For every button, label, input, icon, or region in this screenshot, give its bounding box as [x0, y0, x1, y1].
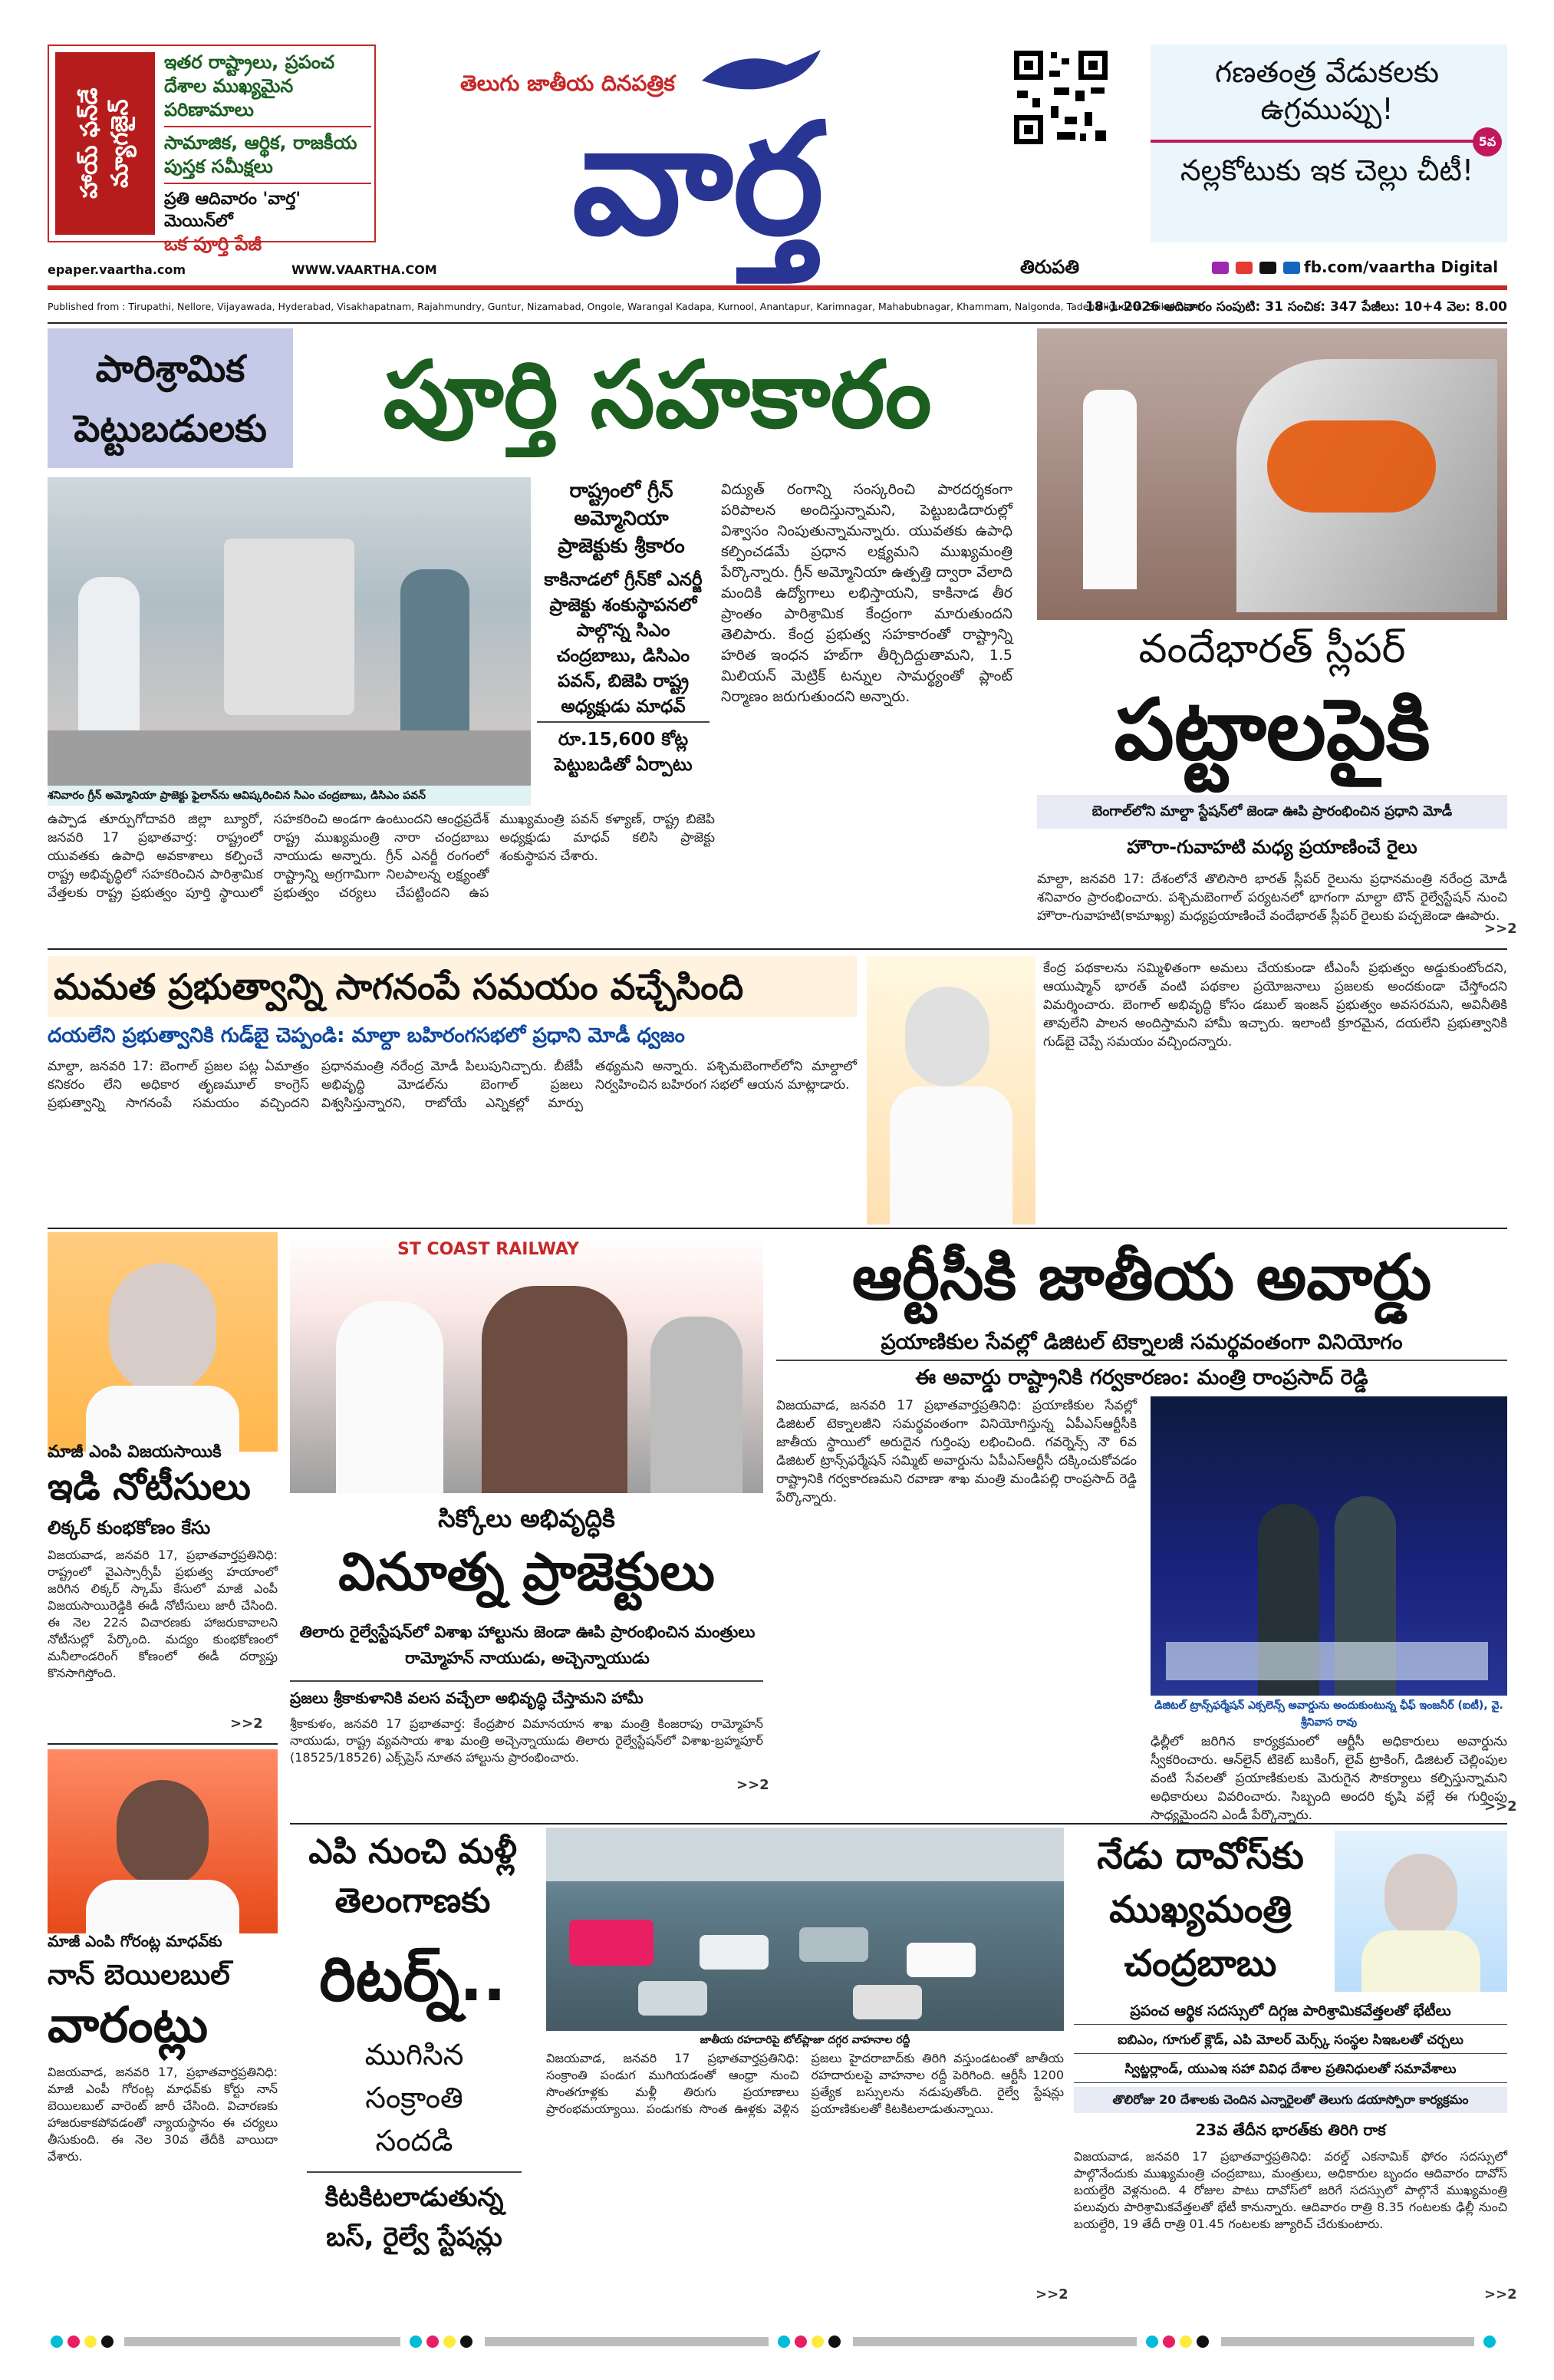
- lead-body-right: విద్యుత్ రంగాన్ని సంస్కరించి పారదర్శకంగా పరిపాలన అందిస్తున్నామని, పెట్టుబడిదారుల్లో విశ్వాసం నింపుతున్నామన్నారు. యువతకు ఉపాధి కల్పించడమే ప్రధాన లక్ష్యమని ముఖ్యమంత్రి పేర్కొన్నారు. గ్రీన్ అమ్మోనియా ఉత్పత్తి ద్వారా వేలాది మందికి ఉద్యోగాలు లభిస్తాయని, కాకినాడ తీర ప్రాంతం పారిశ్రామిక కేంద్రంగా మారుతుందని తెలిపారు. కేంద్ర ప్రభుత్వ సహకారంతో రాష్ట్రాన్ని హరిత ఇంధన హబ్‌గా తీర్చిదిద్దుతామని, 1.5 మిలియన్ మెట్రిక్ టన్నుల సామర్థ్యంతో ప్లాంట్ నిర్మాణం జరుగుతుందని అన్నారు.: [721, 481, 1012, 705]
- davos-sub3: స్విట్జర్లాండ్, యుఎఇ సహా వివిధ దేశాల ప్రతినిధులతో సమావేశాలు: [1074, 2056, 1507, 2083]
- sikkolu-kicker: సిక్కోలు అభివృద్ధికి: [438, 1504, 615, 1533]
- gorantla-headline2: వారంట్లు: [48, 1997, 209, 2054]
- davos-sub5: 23వ తేదీన భారత్‌కు తిరిగి రాక: [1195, 2121, 1386, 2139]
- gorantla-headline1: నాన్ బెయిలబుల్: [48, 1960, 230, 1991]
- lead-body-left: ఉప్పాడ తూర్పుగోదావరి జిల్లా బ్యూరో, జనవరి 17 ప్రభాతవార్త: రాష్ట్రంలో యువతకు ఉపాధి అవకాశాలు కల్పించే రాష్ట్ర అభివృద్ధిలో సహకరించిన పారిశ్రామిక వేత్తలకు రాష్ట్ర ప్రభుత్వం పూర్తి స్థాయిలో సహకరించి అండగా ఉంటుందని ఆంధ్రప్రదేశ్ రాష్ట్ర ముఖ్యమంత్రి నారా చంద్రబాబు నాయుడు అన్నారు. గ్రీన్ ఎనర్జీ రంగంలో రాష్ట్రాన్ని అగ్రగామిగా నిలపాలన్న లక్ష్యంతో ప్రభుత్వం చర్యలు చేపట్టిందని ఉప ముఖ్యమంత్రి పవన్ కళ్యాణ్, రాష్ట్ర బిజెపి అధ్యక్షుడు మాధవ్ కలిసి ప్రాజెక్టు శంకుస్థాపన చేశారు.: [48, 812, 715, 901]
- mamata-headline: మమత ప్రభుత్వాన్ని సాగనంపే సమయం వచ్చేసింది: [54, 966, 744, 1007]
- sikkolu-headline: వినూత్న ప్రాజెక్టులు: [338, 1542, 715, 1603]
- promo-page-badge: 5వ: [1473, 127, 1502, 157]
- sankranti-kicker2: తెలంగాణకు: [334, 1881, 491, 1920]
- section-rule: [48, 948, 1507, 950]
- sankranti-headline: రిటర్న్..: [319, 1943, 506, 2015]
- rtc-headline: ఆర్టీసీకి జాతీయ అవార్డు: [851, 1241, 1432, 1314]
- lead-sub3: రూ.15,600 కోట్ల పెట్టుబడితో ఏర్పాటు: [537, 721, 710, 778]
- sikkolu-sub2: ప్రజలు శ్రీకాకుళానికి వలస వచ్చేలా అభివృద్ధి చేస్తామని హామీ: [290, 1680, 763, 1711]
- masthead-rule: [48, 285, 1507, 290]
- mamata-body-left: మాల్దా, జనవరి 17: బెంగాల్ ప్రజల పట్ల ఏమాత్రం కనికరం లేని అధికార తృణమూల్ కాంగ్రెస్ ప్రభుత్వాన్ని సాగనంపే సమయం వచ్చిందని ప్రధానమంత్రి నరేంద్ర మోడీ పిలుపునిచ్చారు. బీజేపీ అభివృద్ధి మోడల్‌ను బెంగాల్ ప్రజలు విశ్వసిస్తున్నారని, రాబోయే ఎన్నికల్లో మార్పు తథ్యమని అన్నారు. పశ్చిమబెంగాల్‌లోని మాల్దాలో నిర్వహించిన బహిరంగ సభలో ఆయన మాట్లాడారు.: [48, 1059, 857, 1111]
- website-link[interactable]: WWW.VAARTHA.COM: [291, 262, 437, 277]
- continued-marker[interactable]: >>2: [736, 1777, 769, 1793]
- mamata-sub: దయలేని ప్రభుత్వానికి గుడ్‌బై చెప్పండి: మాల్దా బహిరంగసభలో ప్రధాని మోడీ ధ్వజం: [48, 1024, 685, 1047]
- rtc-sub1: ప్రయాణికుల సేవల్లో డిజిటల్ టెక్నాలజీ సమర్థవంతంగా వినియోగం: [881, 1330, 1403, 1354]
- vande-bharat-headline: పట్టాలపైకి: [1114, 681, 1431, 779]
- lead-headline: పూర్తి సహకారం: [383, 342, 932, 449]
- lead-photo-caption: శనివారం గ్రీన్ అమ్మోనియా ప్రాజెక్టు ఫైలాన్‌ను ఆవిష్కరించిన సిఎం చంద్రబాబు, డిసిఎం పవన్: [48, 786, 531, 806]
- lead-sub1: రాష్ట్రంలో గ్రీన్ అమ్మోనియా ప్రాజెక్టుకు శ్రీకారం: [558, 480, 685, 558]
- sankranti-photo: [546, 1828, 1064, 2031]
- vande-bharat-photo: [1037, 328, 1507, 620]
- gorantla-body: విజయవాడ, జనవరి 17, ప్రభాతవార్తప్రతినిధి: మాజీ ఎంపీ గోరంట్ల మాధవ్‌కు కోర్టు నాన్ బెయిలబుల్ వారెంట్ జారీ చేసింది. విచారణకు హాజరుకాకపోవడంతో న్యాయస్థానం ఈ చర్యలు తీసుకుంది. ఈ నెల 30వ తేదీకి వాయిదా వేశారు.: [48, 2065, 278, 2164]
- promo-box[interactable]: [1151, 45, 1507, 242]
- davos-headline3: చంద్రబాబు: [1124, 1942, 1277, 1985]
- qr-code[interactable]: [1011, 48, 1111, 147]
- supplement-line: ప్రతి ఆదివారం 'వార్త' మెయిన్‌లో: [164, 190, 301, 231]
- youtube-icon: [1236, 262, 1253, 274]
- vande-bharat-kicker: వందేభారత్ స్లీపర్: [1138, 626, 1406, 672]
- continued-marker[interactable]: >>2: [230, 1716, 263, 1732]
- continued-marker[interactable]: >>2: [1484, 1798, 1517, 1815]
- vande-bharat-body: మాల్దా, జనవరి 17: దేశంలోనే తొలిసారి భారత్ స్లీపర్ రైలును ప్రధానమంత్రి నరేంద్ర మోడీ శనివారం ప్రారంభించారు. పశ్చిమబెంగాల్ పర్యటనలో భాగంగా మాల్దా టౌన్ రైల్వేస్టేషన్ నుంచి హౌరా-గువాహటి(కామాఖ్య) మధ్యప్రయాణించే వందేభారత్ స్లీపర్ రైలుకు పచ్చజెండా ఊపారు.: [1037, 872, 1507, 924]
- modi-photo: [867, 956, 1035, 1225]
- sankranti-sub2: కిటకిటలాడుతున్న బస్, రైల్వే స్టేషన్లు: [307, 2171, 522, 2257]
- vande-bharat-sub1: బెంగాల్‌లోని మాల్దా స్టేషన్‌లో జెండా ఊపి ప్రారంభించిన ప్రధాని మోడీ: [1037, 795, 1507, 829]
- sikkolu-body: శ్రీకాకుళం, జనవరి 17 ప్రభాతవార్త: కేంద్రపౌర విమానయాన శాఖ మంత్రి కింజరాపు రామ్మోహన్ నాయుడు, రాష్ట్ర వ్యవసాయ శాఖ మంత్రి అచ్చెన్నాయుడు తిలారు రైల్వేస్టేషన్‌లో విశాఖ-బ్రహ్మపూర్ (18525/18526) ఎక్స్‌ప్రెస్ నూతన హాల్టును ప్రారంభించారు.: [290, 1716, 763, 1765]
- vijayasai-body: విజయవాడ, జనవరి 17, ప్రభాతవార్తప్రతినిధి: రాష్ట్రంలో వైఎస్సార్సీపీ ప్రభుత్వ హయాంలో జరిగిన లిక్కర్ స్కామ్ కేసులో మాజీ ఎంపీ విజయసాయిరెడ్డికి ఈడీ నోటీసులు జారీ చేసింది. ఈ నెల 22న విచారణకు హాజరుకావాలని నోటీసుల్లో పేర్కొంది. మద్యం కుంభకోణంలో మనీలాండరింగ్ కోణంలో ఈడీ దర్యాప్తు కొనసాగిస్తోంది.: [48, 1548, 278, 1680]
- lead-sub2: కాకినాడలో గ్రీన్‌కో ఎనర్జీ ప్రాజెక్టు శంకుస్థాపనలో పాల్గొన్న సిఎం చంద్రబాబు, డిసిఎం పవన్, బిజెపి రాష్ట్ర అధ్యక్షుడు మాధవ్: [544, 570, 703, 717]
- chandrababu-photo: [1335, 1831, 1507, 1992]
- davos-headline2: ముఖ్యమంత్రి: [1109, 1888, 1292, 1931]
- masthead-tagline: తెలుగు జాతీయ దినపత్రిక: [460, 71, 675, 96]
- rtc-photo-caption: డిజిటల్ ట్రాన్స్‌ఫర్మేషన్ ఎక్సలెన్స్ అవార్డును అందుకుంటున్న ఛీఫ్ ఇంజనీర్ (ఐటీ), వై. శ్రీనివాస రావు: [1154, 1699, 1503, 1729]
- rtc-award-photo: [1151, 1396, 1507, 1696]
- davos-sub4: తొలిరోజు 20 దేశాలకు చెందిన ఎన్నారైలతో తెలుగు డయాస్పోరా కార్యక్రమం: [1074, 2087, 1507, 2113]
- print-color-strip: [48, 2332, 1507, 2351]
- vijayasai-photo-caption: మాజీ ఎంపి విజయసాయికి: [48, 1442, 222, 1462]
- rule: [48, 1743, 278, 1745]
- vande-bharat-sub2: హౌరా-గువాహటి మధ్య ప్రయాణించే రైలు: [1127, 836, 1417, 858]
- sikkolu-photo: ST COAST RAILWAY: [290, 1232, 763, 1493]
- gorantla-photo-caption: మాజీ ఎంపి గోరంట్ల మాధవ్‌కు: [48, 1932, 222, 1950]
- x-icon: [1259, 262, 1276, 274]
- section-rule: [290, 1823, 1507, 1825]
- sikkolu-sub1: తిలారు రైల్వేస్టేషన్‌లో విశాఖ హాల్టును జెండా ఊపి ప్రారంభించిన మంత్రులు రామ్మోహన్ నాయుడు, అచ్చెన్నాయుడు: [299, 1623, 756, 1667]
- section-rule: [48, 1228, 1507, 1229]
- masthead-title: వార్త: [571, 91, 825, 269]
- davos-sub2: ఐబిఎం, గూగుల్ క్లౌడ్, ఎపి మోలర్ మెర్స్క్ సంస్థల సిఇఒలతో చర్చలు: [1074, 2027, 1507, 2054]
- epaper-link[interactable]: epaper.vaartha.com: [48, 262, 186, 277]
- supplement-box[interactable]: [48, 45, 376, 255]
- vijayasai-photo: [48, 1232, 278, 1452]
- lead-photo: [48, 477, 531, 786]
- promo-line-1: గణతంత్ర వేడుకలకు ఉగ్రముప్పు!: [1214, 55, 1440, 126]
- mamata-body-right: కేంద్ర పథకాలను సమ్మిళితంగా అమలు చేయకుండా టీఎంసీ ప్రభుత్వం అడ్డుకుంటోందని, ఆయుష్మాన్ భారత్ వంటి పథకాల ప్రయోజనాలు ప్రజలకు అందకుండా చేస్తోందని విమర్శించారు. బెంగాల్ అభివృద్ధి కోసం డబుల్ ఇంజన్ ప్రభుత్వం అవసరమని, అవినీతికి తావులేని పాలన అందిస్తామని హామీ ఇచ్చారు. ఇలాంటి క్రూరమైన, దయలేని ప్రభుత్వానికి గుడ్‌బై చెప్పే సమయం వచ్చిందన్నారు.: [1043, 961, 1507, 1050]
- supplement-logo: హాయ్ ఫన్‌డే మ్యాగజైన్: [55, 52, 155, 235]
- continued-marker[interactable]: >>2: [1484, 2286, 1517, 2303]
- continued-marker[interactable]: >>2: [1035, 2286, 1068, 2303]
- social-link[interactable]: fb.com/vaartha Digital: [1304, 258, 1499, 276]
- sankranti-photo-caption: జాతీయ రహదారిపై టోల్‌ప్లాజా దగ్గర వాహనాల రద్దీ: [700, 2034, 910, 2046]
- masthead-city: తిరుపతి: [1020, 256, 1080, 278]
- davos-sub1: ప్రపంచ ఆర్థిక సదస్సులో దిగ్గజ పారిశ్రామికవేత్తలతో భేటీలు: [1074, 1998, 1507, 2025]
- davos-body: విజయవాడ, జనవరి 17 ప్రభాతవార్తప్రతినిధి: వరల్డ్ ఎకనామిక్ ఫోరం సదస్సులో పాల్గొనేందుకు ముఖ్యమంత్రి చంద్రబాబు, మంత్రులు, అధికారుల బృందం ఆదివారం దావోస్ బయల్దేరి వెళ్లనుంది. 4 రోజుల పాటు దావోస్‌లో జరిగే సదస్సులో పాల్గొనే ముఖ్యమంత్రి పలువురు పారిశ్రామికవేత్తలతో భేటీ కానున్నారు. ఆదివారం రాత్రి 8.35 గంటలకు ఢిల్లీ నుంచి బయల్దేరి, 19 తేదీ రాత్రి 01.45 గంటలకు జ్యూరిచ్ చేరుకుంటారు.: [1074, 2149, 1507, 2231]
- dateline: 18-1-2026 ఆదివారం సంపుటి: 31 సంచిక: 347 పేజీలు: 10+4 వెల: 8.00: [1085, 299, 1507, 315]
- published-from: Published from : Tirupathi, Nellore, Vijayawada, Hyderabad, Visakhapatnam, Rajahmundry, Guntur, Nizamabad, Ongole, Warangal Kadapa, Kurnool, Anantapur, Karimnagar, Mahabubnagar, Khammam, Nalgonda, Tadepalligudem, Srikakulam: [48, 301, 1202, 312]
- rtc-sub2: ఈ అవార్డు రాష్ట్రానికి గర్వకారణం: మంత్రి రాంప్రసాద్ రెడ్డి: [776, 1360, 1507, 1395]
- rtc-body-right: ఢిల్లీలో జరిగిన కార్యక్రమంలో ఆర్టీసీ అధికారులు అవార్డును స్వీకరించారు. ఆన్‌లైన్ టికెట్ బుకింగ్, లైవ్ ట్రాకింగ్, డిజిటల్ చెల్లింపుల వంటి సేవలతో ప్రయాణికులకు మెరుగైన సౌకర్యాలు కల్పిస్తున్నామని అధికారులు వివరించారు. సిబ్బంది అందరి కృషి వల్లే ఈ గుర్తింపు సాధ్యమైందని ఎండీ పేర్కొన్నారు.: [1151, 1734, 1507, 1823]
- supplement-line: ఇతర రాష్ట్రాలు, ప్రపంచ దేశాల ముఖ్యమైన పరిణామాలు: [164, 51, 371, 127]
- supplement-line: ఒక పూర్తి పేజీ: [164, 233, 262, 255]
- sankranti-kicker1: ఎపి నుంచి మళ్లీ: [308, 1832, 517, 1871]
- vijayasai-headline: ఇడి నోటీసులు: [48, 1465, 251, 1508]
- supplement-line: సామాజిక, ఆర్థిక, రాజకీయ పుస్తక సమీక్షలు: [164, 127, 371, 184]
- davos-headline1: నేడు దావోస్‌కు: [1097, 1834, 1304, 1877]
- vijayasai-sub: లిక్కర్ కుంభకోణం కేసు: [48, 1517, 211, 1538]
- social-icons: [1212, 259, 1303, 274]
- gorantla-photo: [48, 1749, 278, 1933]
- facebook-icon: [1283, 262, 1300, 274]
- continued-marker[interactable]: >>2: [1484, 921, 1517, 937]
- promo-line-2: నల్లకోటుకు ఇక చెల్లు చీటీ!: [1180, 153, 1474, 187]
- sankranti-body: విజయవాడ, జనవరి 17 ప్రభాతవార్తప్రతినిధి: సంక్రాంతి పండుగ ముగియడంతో ఆంధ్రా నుంచి సొంతగూళ్లకు మళ్లీ తిరుగు ప్రయాణాలు ప్రారంభమయ్యాయి. పండుగకు సొంత ఊళ్లకు వెళ్లిన ప్రజలు హైదరాబాద్‌కు తిరిగి వస్తుండటంతో జాతీయ రహదారులపై వాహనాల రద్దీ పెరిగింది. ఆర్టీసీ 1200 ప్రత్యేక బస్సులను నడుపుతోంది. రైల్వే స్టేషన్లు ప్రయాణికులతో కిటకిటలాడుతున్నాయి.: [546, 2051, 1064, 2116]
- sankranti-sub1: ముగిసిన సంక్రాంతి సందడి: [364, 2038, 464, 2157]
- rtc-body-left: విజయవాడ, జనవరి 17 ప్రభాతవార్తప్రతినిధి: ప్రయాణికుల సేవల్లో డిజిటల్ టెక్నాలజీని సమర్థవంతంగా వినియోగిస్తున్న ఏపీఎస్ఆర్టీసీకి జాతీయ స్థాయిలో అరుదైన గుర్తింపు లభించింది. గవర్నెన్స్ నౌ 6వ డిజిటల్ ట్రాన్స్‌ఫర్మేషన్ సమ్మిట్ అవార్డును ఏపీఎస్ఆర్టీసీ దక్కించుకోవడం రాష్ట్రానికి గర్వకారణమని రవాణా శాఖ మంత్రి మండిపల్లి రాంప్రసాద్ రెడ్డి పేర్కొన్నారు.: [776, 1398, 1137, 1505]
- lead-kicker: పారిశ్రామిక పెట్టుబడులకు: [48, 328, 293, 468]
- instagram-icon: [1212, 262, 1229, 274]
